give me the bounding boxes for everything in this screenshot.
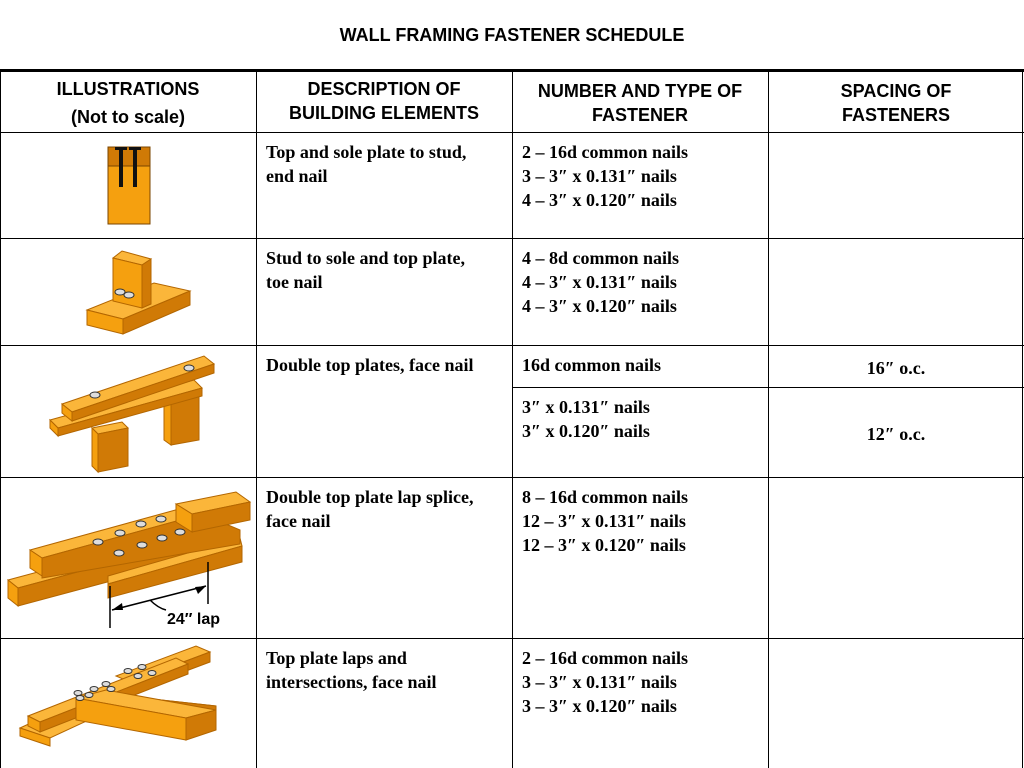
- fastener-line: 2 – 16d common nails: [522, 648, 689, 668]
- header-illustrations: [0, 77, 256, 129]
- description-line: intersections, face nail: [266, 672, 437, 692]
- row3b-spacing: 12″ o.c.: [866, 424, 926, 444]
- column-divider: [256, 70, 257, 768]
- row1-description: [266, 140, 466, 188]
- fastener-line: 4 – 3″ x 0.131″ nails: [522, 272, 677, 292]
- fastener-line: 12 – 3″ x 0.131″ nails: [522, 511, 686, 531]
- nail-head-icon: [115, 289, 125, 295]
- lap-label: 24″ lap: [167, 611, 221, 628]
- header-spacing: [768, 79, 1024, 127]
- end-nail-illustration: [100, 143, 160, 229]
- nail-head-icon: [124, 669, 132, 674]
- nail-icon: [133, 147, 137, 187]
- nail-head-icon: [102, 682, 110, 687]
- nail-head-icon: [148, 671, 156, 676]
- header-text: ILLUSTRATIONS: [56, 79, 200, 99]
- nail-head-icon: [90, 687, 98, 692]
- nail-head-icon: [157, 535, 167, 541]
- nail-head-icon: [114, 550, 124, 556]
- header-text: DESCRIPTION OF: [307, 79, 461, 99]
- row5-description: [266, 646, 436, 694]
- description-line: end nail: [266, 166, 328, 186]
- plate-intersection-illustration: [16, 640, 226, 752]
- row1-fasteners: [522, 140, 688, 212]
- description-line: Double top plate lap splice,: [266, 487, 474, 507]
- fastener-line: 3″ x 0.131″ nails: [522, 397, 650, 417]
- nail-head-icon: [85, 693, 93, 698]
- column-divider: [768, 70, 769, 768]
- nail-head-icon: [107, 687, 115, 692]
- row3a-spacing: 16″ o.c.: [866, 358, 926, 378]
- nail-head-icon: [124, 292, 134, 298]
- double-top-plates-illustration: [44, 350, 224, 474]
- header-text: BUILDING ELEMENTS: [288, 103, 479, 123]
- nail-head-icon: [138, 665, 146, 670]
- header-fastener: [512, 79, 768, 127]
- row5-fasteners: [522, 646, 688, 718]
- nail-head-icon: [115, 530, 125, 536]
- fastener-line: 8 – 16d common nails: [522, 487, 689, 507]
- nail-head-icon: [136, 521, 146, 527]
- nail-head-icon: [74, 691, 82, 696]
- header-text: SPACING OF: [840, 81, 952, 101]
- row3b-fasteners: [522, 395, 650, 443]
- fastener-line: 12 – 3″ x 0.120″ nails: [522, 535, 686, 555]
- row4-description: [266, 485, 474, 533]
- description-line: Top and sole plate to stud,: [266, 142, 467, 162]
- header-text: FASTENERS: [841, 105, 951, 125]
- fastener-line: 3 – 3″ x 0.131″ nails: [522, 672, 677, 692]
- row2-fasteners: [522, 246, 679, 318]
- fastener-line: 3″ x 0.120″ nails: [522, 421, 650, 441]
- description-line: face nail: [266, 511, 331, 531]
- header-text: NUMBER AND TYPE OF: [537, 81, 743, 101]
- description-line: Double top plates, face nail: [266, 355, 474, 375]
- row3a-fasteners: [522, 353, 661, 377]
- nail-head-icon: [156, 516, 166, 522]
- arrow-right-icon: [195, 586, 206, 594]
- lap-splice-illustration: [4, 486, 256, 632]
- nail-head-icon: [175, 529, 185, 535]
- description-line: Stud to sole and top plate,: [266, 248, 466, 268]
- nail-head: [115, 147, 127, 150]
- fastener-line: 16d common nails: [522, 355, 662, 375]
- nail-head-icon: [90, 392, 100, 398]
- header-description: [256, 77, 512, 125]
- fastener-line: 3 – 3″ x 0.120″ nails: [522, 696, 677, 716]
- fastener-line: 3 – 3″ x 0.131″ nails: [522, 166, 677, 186]
- row4-fasteners: [522, 485, 688, 557]
- nail-head-icon: [134, 674, 142, 679]
- column-divider: [0, 70, 1, 768]
- description-line: toe nail: [266, 272, 323, 292]
- row3-description: [266, 353, 474, 377]
- nail-head: [129, 147, 141, 150]
- fastener-line: 4 – 8d common nails: [522, 248, 680, 268]
- arrow-left-icon: [112, 603, 123, 610]
- header-text: (Not to scale): [70, 107, 185, 127]
- page-title: WALL FRAMING FASTENER SCHEDULE: [339, 25, 685, 45]
- column-divider: [512, 70, 513, 768]
- nail-head-icon: [184, 365, 194, 371]
- fastener-line: 4 – 3″ x 0.120″ nails: [522, 296, 677, 316]
- toe-nail-illustration: [80, 246, 200, 340]
- fastener-line: 4 – 3″ x 0.120″ nails: [522, 190, 677, 210]
- nail-head-icon: [137, 542, 147, 548]
- nail-head-icon: [93, 539, 103, 545]
- column-divider: [1022, 70, 1023, 768]
- row2-description: [266, 246, 465, 294]
- fastener-line: 2 – 16d common nails: [522, 142, 689, 162]
- description-line: Top plate laps and: [266, 648, 407, 668]
- nail-head-icon: [76, 696, 84, 701]
- leader-line: [150, 600, 166, 610]
- header-text: FASTENER: [591, 105, 688, 125]
- nail-icon: [119, 147, 123, 187]
